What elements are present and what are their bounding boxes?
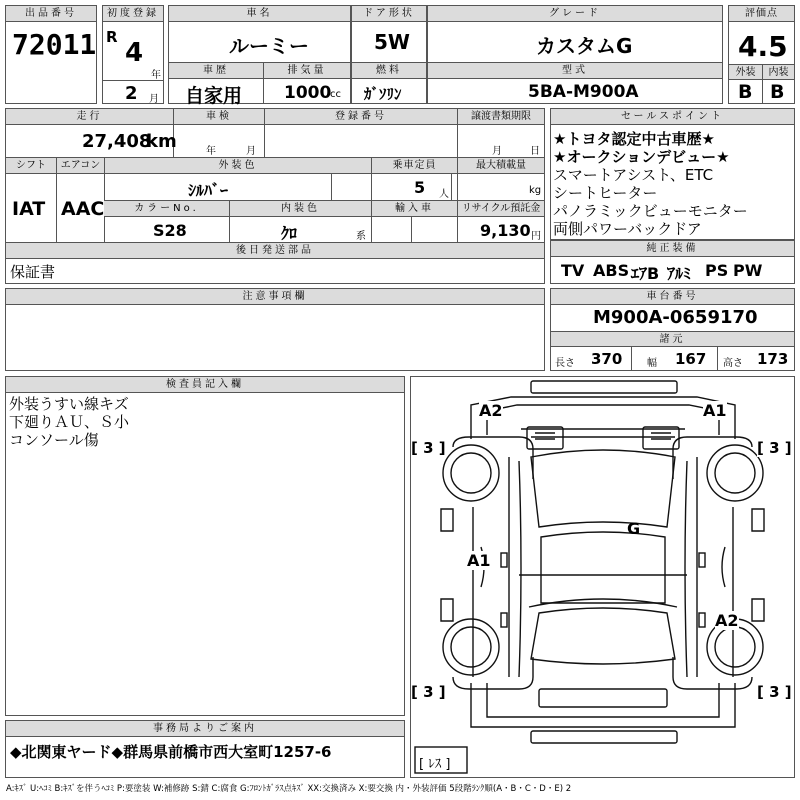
tyre-rear-right-value: 3 bbox=[769, 683, 780, 701]
inspector-line: コンソール傷 bbox=[9, 431, 99, 449]
interior-color-value: ｸﾛ bbox=[281, 224, 298, 243]
score-box bbox=[728, 5, 795, 104]
tyre-rear-left: [ 3 ] bbox=[411, 683, 446, 701]
mark-left-door: A1 bbox=[467, 551, 491, 570]
displacement-value: 1000 bbox=[284, 83, 332, 103]
inspection-month-unit: 月 bbox=[246, 146, 256, 157]
registration-label: 登録番号 bbox=[264, 109, 457, 125]
history-box bbox=[168, 62, 264, 107]
transfer-label: 譲渡書類期限 bbox=[457, 109, 544, 125]
score-value: 4.5 bbox=[738, 30, 788, 63]
specs-height-label: 高さ bbox=[723, 358, 743, 369]
sales-point-item: ★オークションデビュー★ bbox=[553, 148, 730, 166]
lot-number: 72011 bbox=[12, 28, 97, 61]
spare-tyre-value: ﾚｽ bbox=[428, 757, 442, 772]
first-reg-label: 初度登録 bbox=[103, 6, 163, 22]
equipment-alloy: ｱﾙﾐ bbox=[667, 264, 692, 283]
grade-label: グレード bbox=[428, 6, 722, 22]
specs-width-label: 幅 bbox=[647, 358, 657, 369]
aircon-label: エアコン bbox=[56, 158, 104, 174]
mark-front-left: A2 bbox=[479, 401, 503, 420]
displacement-box bbox=[263, 62, 351, 104]
car-name-value: ルーミー bbox=[229, 34, 309, 58]
model-label: 型式 bbox=[428, 63, 722, 79]
sales-point-item: パノラミックビューモニター bbox=[553, 202, 748, 220]
score-int-label: 内装 bbox=[762, 64, 794, 80]
lot-box bbox=[5, 5, 97, 104]
grade-box bbox=[427, 5, 723, 63]
legend: A:ｷｽﾞ U:ﾍｺﾐ B:ｷｽﾞを伴うﾍｺﾐ P:要塗装 W:補修跡 S:錆 C:腐食 G:ﾌﾛﾝﾄｶﾞﾗｽ点ｷｽﾞ XX:交換済み X:要交換 内・外装評価 5段階ﾗﾝｸ順(A・B・C・D・E) 2 bbox=[6, 784, 572, 794]
model-value: 5BA-M900A bbox=[528, 82, 639, 102]
inspection-year-unit: 年 bbox=[206, 146, 216, 157]
door-box bbox=[351, 5, 427, 63]
inspection-label: 車検 bbox=[173, 109, 264, 125]
first-reg-month-unit: 月 bbox=[149, 94, 159, 105]
import-label: 輸入車 bbox=[371, 201, 457, 217]
equipment-box bbox=[550, 240, 795, 284]
score-ext-label: 外装 bbox=[729, 64, 762, 80]
interior-color-unit: 系 bbox=[356, 231, 366, 242]
tyre-front-right: [ 3 ] bbox=[757, 439, 792, 457]
displacement-unit: cc bbox=[330, 89, 341, 100]
interior-color-label: 内装色 bbox=[229, 201, 371, 217]
sales-point-item: シートヒーター bbox=[553, 184, 658, 202]
shift-value: IAT bbox=[12, 198, 46, 220]
capacity-label: 乗車定員 bbox=[371, 158, 457, 174]
displacement-label: 排気量 bbox=[264, 63, 350, 79]
equipment-abs: ABS bbox=[593, 261, 630, 280]
tyre-rear-right: [ 3 ] bbox=[757, 683, 792, 701]
capacity-value: 5 bbox=[414, 178, 426, 197]
history-label: 車歴 bbox=[169, 63, 263, 79]
specs-height: 173 bbox=[757, 350, 789, 368]
transfer-month-unit: 月 bbox=[492, 146, 502, 157]
score-label: 評価点 bbox=[729, 6, 794, 22]
car-name-box bbox=[168, 5, 351, 63]
sales-point-item: スマートアシスト、ETC bbox=[553, 166, 714, 184]
first-reg-year: 4 bbox=[125, 38, 144, 68]
model-box bbox=[427, 62, 723, 104]
first-reg-era: R bbox=[106, 28, 118, 46]
exterior-color-label: 外装色 bbox=[104, 158, 371, 174]
fuel-label: 燃料 bbox=[352, 63, 426, 79]
car-diagram bbox=[410, 376, 795, 778]
specs-width: 167 bbox=[675, 350, 707, 368]
first-reg-box bbox=[102, 5, 164, 104]
notes-label: 注意事項欄 bbox=[6, 289, 544, 305]
sales-point-item: 両側パワーバックドア bbox=[553, 220, 702, 238]
recycle-label: リサイクル預託金 bbox=[457, 201, 544, 217]
office-label: 事務局よりご案内 bbox=[6, 721, 404, 737]
score-int: B bbox=[770, 81, 785, 103]
specs-label: 諸元 bbox=[551, 331, 794, 347]
color-no-value: S28 bbox=[153, 221, 187, 240]
equipment-label: 純正装備 bbox=[551, 241, 794, 257]
notes-box bbox=[5, 288, 545, 371]
mark-right-rear: A2 bbox=[715, 611, 739, 630]
specs-length-label: 長さ bbox=[555, 358, 575, 369]
max-load-unit: kg bbox=[529, 185, 542, 196]
inspector-box bbox=[5, 376, 405, 716]
fuel-box bbox=[351, 62, 427, 104]
tyre-front-left-value: 3 bbox=[423, 439, 434, 457]
equipment-pw: PW bbox=[733, 261, 763, 280]
first-reg-year-unit: 年 bbox=[151, 70, 161, 81]
office-address: ◆北関東ヤード◆群馬県前橋市西大室町1257-6 bbox=[10, 743, 332, 761]
inspector-label: 検査員記入欄 bbox=[6, 377, 404, 393]
score-ext: B bbox=[738, 81, 753, 103]
later-parts-value: 保証書 bbox=[10, 263, 56, 281]
sales-points-box bbox=[550, 108, 795, 240]
car-outline-diagram bbox=[411, 377, 794, 777]
grade-value: カスタムG bbox=[536, 34, 633, 58]
tyre-front-right-value: 3 bbox=[769, 439, 780, 457]
chassis-label: 車台番号 bbox=[551, 289, 794, 305]
sales-points-label: セールスポイント bbox=[551, 109, 794, 125]
door-value: 5W bbox=[374, 30, 410, 54]
sales-point-item: ★トヨタ認定中古車歴★ bbox=[553, 130, 715, 148]
spare-tyre: [ ﾚｽ ] bbox=[419, 757, 451, 772]
mileage-label: 走行 bbox=[6, 109, 173, 125]
tyre-rear-left-value: 3 bbox=[423, 683, 434, 701]
lot-label: 出品番号 bbox=[6, 6, 96, 22]
inspector-line: 外装うすい線キズ bbox=[9, 395, 129, 413]
equipment-airbag: ｴｱB bbox=[631, 264, 660, 283]
mark-roof: G bbox=[627, 519, 641, 538]
inspector-line: 下廻りＡＵ、Ｓ小 bbox=[9, 413, 130, 431]
door-label: ドア形状 bbox=[352, 6, 426, 22]
specs-length: 370 bbox=[591, 350, 623, 368]
mileage-unit: km bbox=[146, 131, 177, 152]
shift-label: シフト bbox=[6, 158, 56, 174]
transfer-day-unit: 日 bbox=[530, 146, 540, 157]
fuel-value: ｶﾞｿﾘﾝ bbox=[364, 85, 402, 103]
max-load-label: 最大積載量 bbox=[457, 158, 544, 174]
first-reg-month: 2 bbox=[125, 83, 138, 104]
mark-front-right: A1 bbox=[703, 401, 727, 420]
car-name-label: 車名 bbox=[169, 6, 350, 22]
exterior-color-value: ｼﾙﾊﾞｰ bbox=[188, 181, 229, 200]
recycle-value: 9,130 bbox=[480, 221, 531, 240]
mileage-value: 27,408 bbox=[82, 131, 152, 152]
chassis-number: M900A-0659170 bbox=[593, 307, 758, 328]
aircon-value: AAC bbox=[61, 198, 105, 220]
office-box bbox=[5, 720, 405, 778]
history-value: 自家用 bbox=[185, 85, 243, 107]
details-box bbox=[5, 108, 545, 284]
equipment-tv: TV bbox=[561, 261, 585, 280]
later-parts-label: 後日発送部品 bbox=[6, 243, 544, 259]
chassis-box bbox=[550, 288, 795, 371]
equipment-ps: PS bbox=[705, 261, 729, 280]
capacity-unit: 人 bbox=[439, 189, 449, 200]
color-no-label: カラーNo. bbox=[104, 201, 229, 217]
tyre-front-left: [ 3 ] bbox=[411, 439, 446, 457]
recycle-unit: 円 bbox=[531, 231, 541, 242]
